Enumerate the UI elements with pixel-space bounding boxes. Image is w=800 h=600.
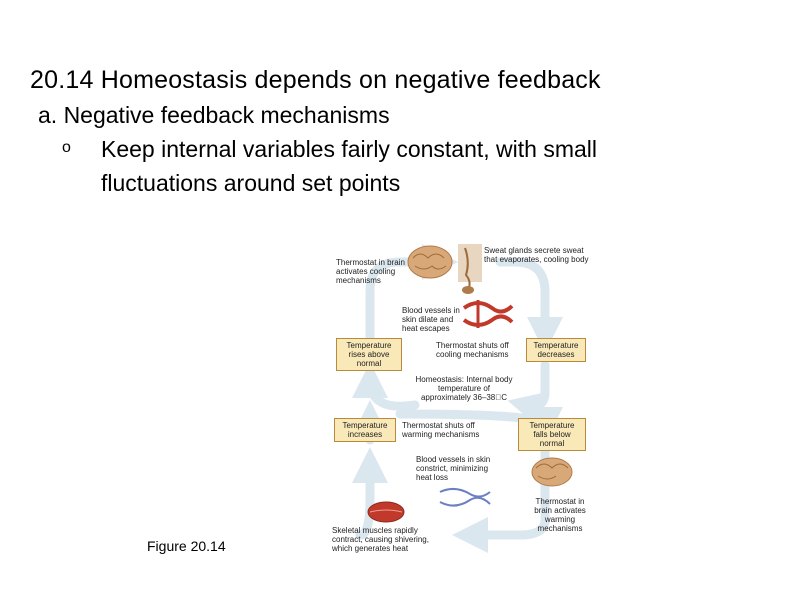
sweat-gland-image bbox=[458, 244, 482, 294]
temp-rises-box: Temperature rises above normal bbox=[336, 338, 402, 371]
vessels-dilated-image bbox=[464, 300, 512, 328]
temp-falls-box: Temperature falls below normal bbox=[518, 418, 586, 451]
temp-increases-box: Temperature increases bbox=[334, 418, 396, 442]
vessels-dilate-label: Blood vessels in skin dilate and heat escapes bbox=[402, 306, 460, 333]
bullet-level1: a. Negative feedback mechanisms bbox=[38, 102, 390, 128]
vessels-constricted-image bbox=[440, 489, 490, 506]
thermostat-warming-label: Thermostat in brain activates warming mechanisms bbox=[534, 497, 586, 533]
upper-arrow-right bbox=[500, 262, 545, 335]
sweat-glands-label: Sweat glands secrete sweat that evaporates, cooling body bbox=[484, 246, 589, 264]
upper-arrow-down bbox=[525, 365, 545, 406]
homeostasis-label: Homeostasis: Internal body temperature of approximately 36–38 C bbox=[415, 375, 513, 402]
shuts-off-cooling-label: Thermostat shuts off cooling mechanisms bbox=[436, 341, 509, 359]
skeletal-muscles-label: Skeletal muscles rapidly contract, causing shivering, which generates heat bbox=[332, 526, 429, 553]
temp-decreases-box: Temperature decreases bbox=[526, 338, 586, 362]
figure-label: Figure 20.14 bbox=[147, 538, 226, 554]
upper-arrow-back bbox=[370, 380, 415, 406]
bullet-level2-line2: fluctuations around set points bbox=[101, 170, 401, 196]
brain-image-bottom bbox=[532, 458, 572, 486]
brain-image-top bbox=[408, 246, 452, 278]
circle-bullet-icon: o bbox=[62, 139, 71, 156]
lower-arrow-left bbox=[360, 465, 370, 535]
slide-title: 20.14 Homeostasis depends on negative feedback bbox=[30, 66, 601, 94]
thermostat-cooling-label: Thermostat in brain activates cooling mechanisms bbox=[336, 258, 405, 285]
shuts-off-warming-label: Thermostat shuts off warming mechanisms bbox=[402, 421, 480, 439]
bullet-level2-line1: Keep internal variables fairly constant, with small bbox=[101, 136, 598, 162]
muscle-image bbox=[368, 502, 404, 522]
vessels-constrict-label: Blood vessels in skin constrict, minimizing heat loss bbox=[416, 455, 491, 482]
